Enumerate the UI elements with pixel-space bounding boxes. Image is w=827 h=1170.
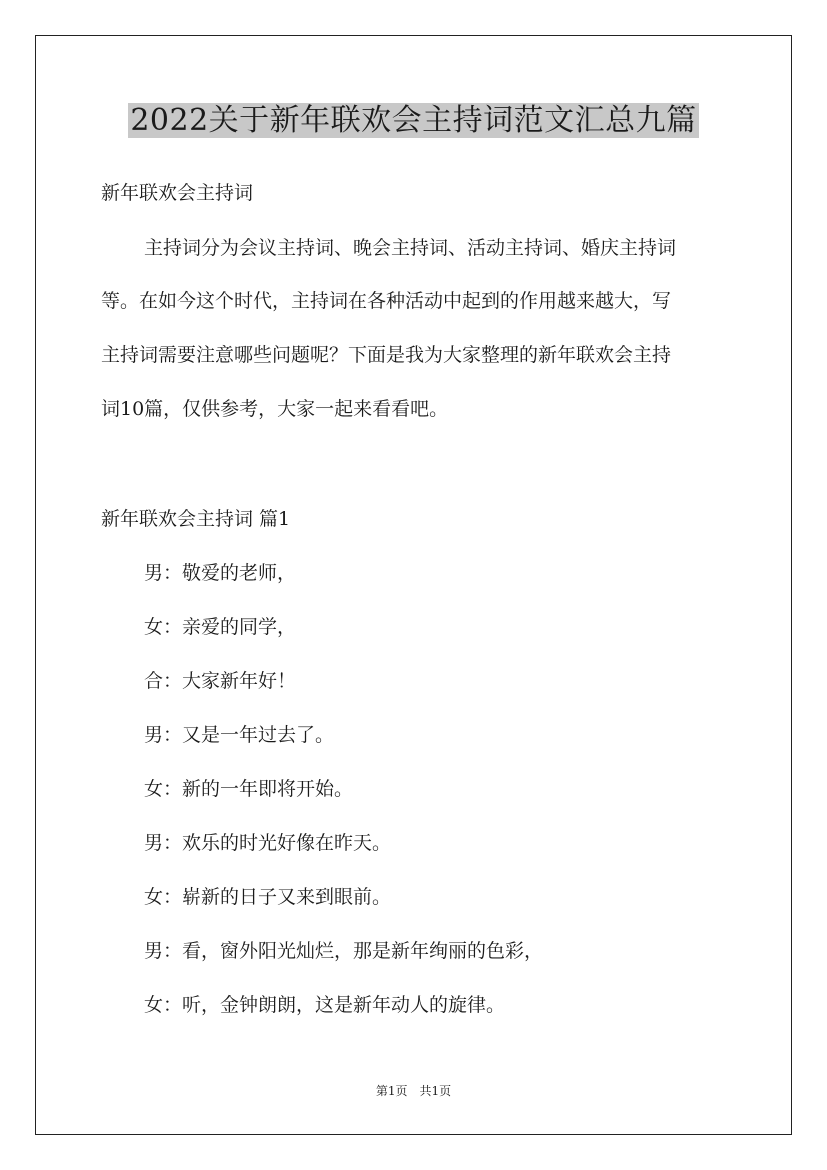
intro-heading: 新年联欢会主持词 [101,182,254,204]
document-title [0,100,827,142]
document-title-text: 2022关于新年联欢会主持词范文汇总九篇 [130,103,697,138]
page-number: 第1页 共1页 [375,1084,452,1098]
dialogue-line: 女：亲爱的同学， [144,616,297,638]
dialogue-line: 合：大家新年好！ [144,670,297,692]
intro-paragraph-line: 主持词分为会议主持词、晚会主持词、活动主持词、婚庆主持词 [144,237,677,259]
intro-paragraph-line: 词10篇，仅供参考，大家一起来看看吧。 [101,398,449,420]
dialogue-line: 女：新的一年即将开始。 [144,778,354,800]
section-heading: 新年联欢会主持词 篇1 [101,508,291,530]
page-footer [0,1083,827,1099]
intro-paragraph-line: 等。在如今这个时代，主持词在各种活动中起到的作用越来越大，写 [101,290,672,312]
dialogue-line: 女：听，金钟朗朗，这是新年动人的旋律。 [144,994,506,1016]
dialogue-line: 男：敬爱的老师， [144,562,297,584]
intro-paragraph-line: 主持词需要注意哪些问题呢？下面是我为大家整理的新年联欢会主持 [101,344,672,366]
dialogue-line: 男：又是一年过去了。 [144,724,335,746]
dialogue-line: 女：崭新的日子又来到眼前。 [144,886,392,908]
dialogue-line: 男：看，窗外阳光灿烂，那是新年绚丽的色彩， [144,940,544,962]
dialogue-line: 男：欢乐的时光好像在昨天。 [144,832,392,854]
